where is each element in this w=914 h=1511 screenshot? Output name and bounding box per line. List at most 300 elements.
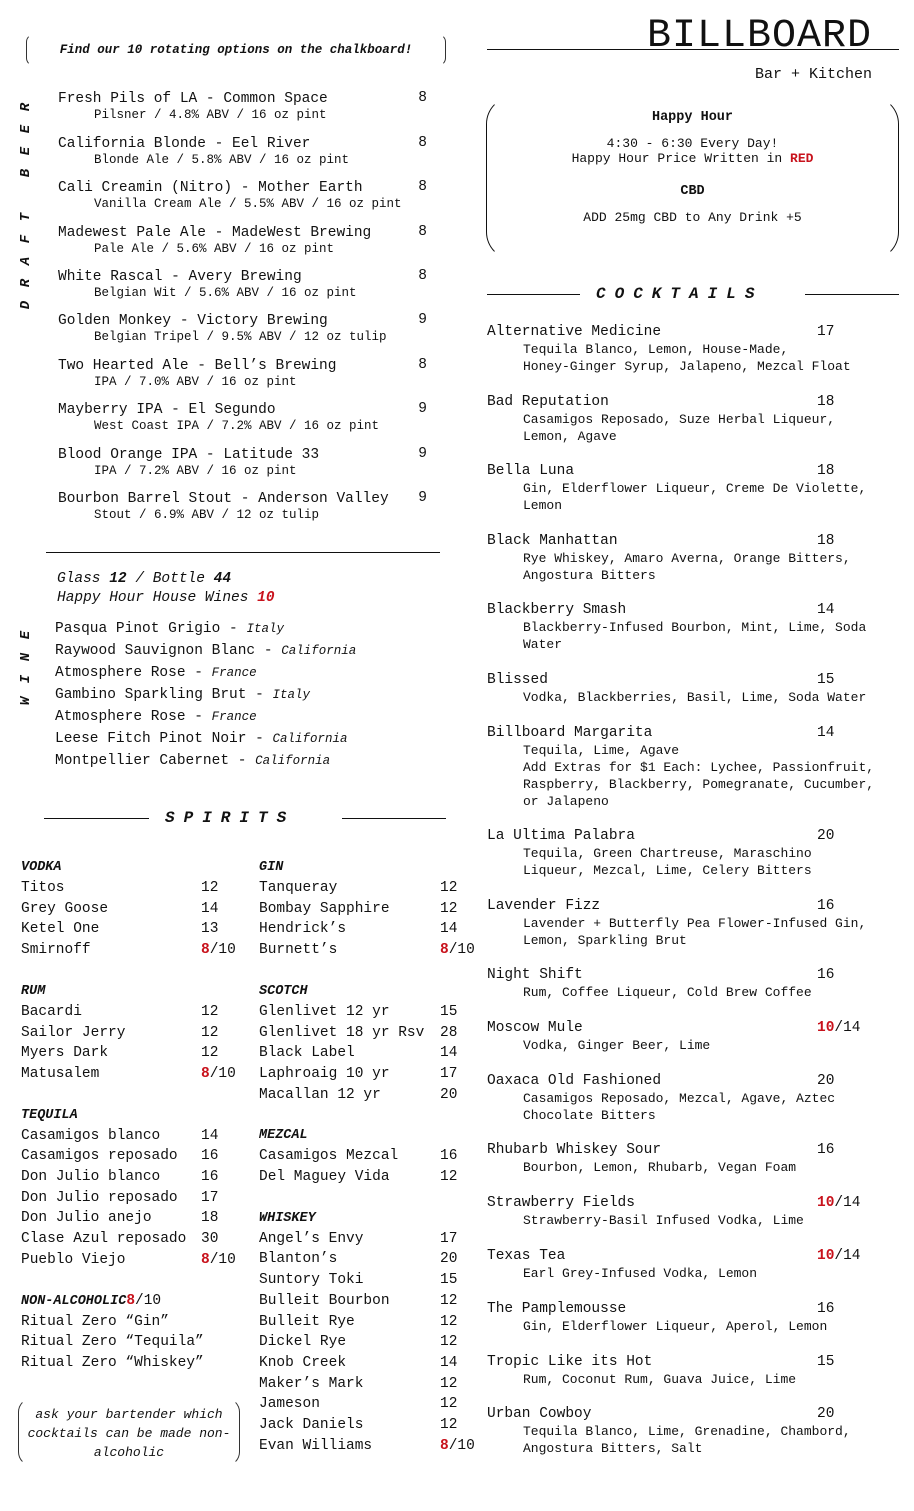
spirit-price (440, 1023, 457, 1044)
regular-price: 14 (201, 1127, 219, 1144)
cocktail-name (487, 828, 905, 845)
spirit-name: Titos (21, 880, 65, 896)
regular-price: 18 (817, 463, 835, 479)
spirit-name: Don Julio reposado (21, 1189, 178, 1206)
cocktail-description: Blackberry-Infused Bourbon, Mint, Lime, Soda (523, 620, 867, 635)
cocktail-description: Add Extras for $1 Each: Lychee, Passionfruit, (523, 760, 875, 775)
spirit-item (259, 1291, 489, 1312)
happy-hour-time: 4:30 - 6:30 Every Day! (606, 136, 779, 151)
spirit-item (21, 1250, 251, 1271)
regular-price: 12 (201, 1003, 219, 1020)
spirit-category-title: GIN (259, 860, 284, 875)
spirit-item (259, 1085, 489, 1106)
red-keyword: RED (790, 151, 814, 166)
spirit-name: Macallan 12 yr (259, 1086, 381, 1103)
cocktail-description: Bourbon, Lemon, Rhubarb, Vegan Foam (523, 1160, 797, 1175)
cocktail-name (487, 1073, 905, 1090)
cocktail-description: Raspberry, Blackberry, Pomegranate, Cucumber, (523, 777, 875, 792)
beer-price: 9 (418, 490, 427, 506)
spirit-price (440, 1332, 457, 1353)
spirit-item (21, 1002, 251, 1023)
beer-description: Pale Ale / 5.6% ABV / 16 oz pint (94, 242, 335, 256)
regular-price: 16 (817, 898, 835, 914)
wine-origin: Italy (246, 622, 284, 636)
label-letter: I (18, 674, 35, 684)
cocktail-name (487, 672, 905, 689)
cocktail-item (487, 1142, 905, 1176)
label-space (15, 191, 37, 199)
spirit-price (440, 1229, 457, 1250)
happy-hour-box (486, 96, 899, 260)
wine-origin: Italy (272, 688, 311, 702)
spirit-price (201, 1064, 236, 1085)
wine-origin: France (211, 710, 257, 724)
spirit-name: Laphroaig 10 yr (259, 1065, 390, 1082)
regular-price: /10 (209, 942, 236, 959)
spirit-price (201, 1229, 218, 1250)
spirit-name: Ritual Zero “Whiskey” (21, 1354, 204, 1371)
happy-hour-price: 8 (201, 1251, 210, 1268)
cocktail-item (487, 602, 905, 653)
regular-price: 14 (817, 725, 835, 741)
happy-hour-price: 8 (201, 1065, 210, 1082)
spirit-price (440, 1146, 457, 1167)
spirit-price (201, 1023, 218, 1044)
cocktail-item (487, 463, 905, 514)
cocktail-price (817, 828, 834, 845)
regular-price: 17 (817, 324, 835, 340)
wine-origin: California (281, 644, 357, 658)
regular-price: 16 (201, 1148, 219, 1165)
cocktail-item (487, 1248, 905, 1282)
spirit-category (21, 857, 251, 878)
beer-description: Belgian Tripel / 9.5% ABV / 12 oz tulip (94, 330, 387, 344)
cocktail-name (487, 1354, 905, 1371)
spirit-name: Clase Azul reposado (21, 1231, 187, 1248)
beer-item (58, 179, 438, 212)
spirit-name: Don Julio blanco (21, 1169, 161, 1186)
regular-price: 15 (817, 672, 835, 688)
cocktail-price (817, 602, 834, 619)
spirit-name: Ketel One (21, 921, 100, 938)
cocktail-description: Lemon (523, 498, 563, 513)
happy-hour-price: 10 (817, 1020, 835, 1036)
spirit-category-title: TEQUILA (21, 1107, 78, 1123)
spirit-category (21, 981, 251, 1002)
cocktail-title: Urban Cowboy (487, 1406, 592, 1422)
spirit-name: Black Label (259, 1045, 355, 1062)
spirit-item (259, 1332, 489, 1353)
cocktails-rule-right (805, 294, 899, 295)
category-price (126, 1293, 161, 1309)
cocktail-description: Water (523, 637, 563, 652)
regular-price: 20 (817, 1406, 835, 1422)
cocktail-price (817, 1073, 834, 1090)
spirit-price (201, 899, 218, 920)
cocktail-description: Tequila Blanco, Lime, Grenadine, Chambord, (523, 1424, 851, 1439)
cocktail-title: Strawberry Fields (487, 1195, 635, 1211)
spirit-price (440, 878, 457, 899)
regular-price: 12 (440, 1313, 458, 1330)
regular-price: /10 (448, 1437, 475, 1454)
wine-name: Atmosphere Rose - (55, 709, 212, 725)
cocktail-description: Lavender + Butterfly Pea Flower-Infused Gin, (523, 916, 867, 931)
spirit-item (259, 1394, 489, 1415)
spirit-item (21, 1043, 251, 1064)
cbd-title: CBD (680, 184, 705, 199)
spirit-name: Evan Williams (259, 1437, 373, 1454)
regular-price: 18 (201, 1210, 219, 1227)
cocktail-title: Night Shift (487, 967, 583, 983)
cocktail-item (487, 1195, 905, 1229)
regular-price: 12 (440, 1292, 458, 1309)
wine-name: Atmosphere Rose - (55, 665, 212, 681)
cocktail-price (817, 324, 834, 341)
beer-description: Vanilla Cream Ale / 5.5% ABV / 16 oz pint (94, 197, 402, 211)
cocktail-name (487, 324, 905, 341)
spirit-item (21, 1332, 251, 1353)
label-letter: B (18, 168, 35, 178)
label-letter: R (18, 102, 35, 112)
spirit-item (21, 1167, 251, 1188)
cocktail-title: Billboard Margarita (487, 725, 653, 741)
cocktail-item (487, 1301, 905, 1335)
spirit-price (201, 1002, 218, 1023)
regular-price: 20 (817, 828, 835, 844)
spirit-item (259, 1249, 489, 1270)
regular-price: 12 (201, 880, 219, 896)
spirit-item (259, 1436, 489, 1457)
cocktail-description: Gin, Elderflower Liqueur, Creme De Violette, (523, 481, 867, 496)
beer-name: Mayberry IPA - El Segundo (58, 402, 276, 418)
spirit-price (440, 1249, 457, 1270)
cocktail-title: La Ultima Palabra (487, 828, 635, 844)
regular-price: 14 (440, 921, 458, 938)
cocktail-price (817, 725, 834, 742)
cocktail-description: Liqueur, Mezcal, Lime, Celery Bitters (523, 863, 812, 878)
spirit-price (440, 1374, 457, 1395)
spirit-name: Hendrick’s (259, 921, 347, 938)
spirit-name: Dickel Rye (259, 1334, 347, 1351)
cocktail-item (487, 725, 905, 810)
spirit-name: Casamigos blanco (21, 1127, 161, 1144)
cocktail-item (487, 1354, 905, 1388)
regular-price: 12 (440, 1417, 458, 1434)
cocktail-title: Oaxaca Old Fashioned (487, 1073, 662, 1089)
cocktail-name (487, 1142, 905, 1159)
cocktail-price (817, 1301, 834, 1318)
beer-name: Golden Monkey - Victory Brewing (58, 313, 328, 329)
regular-price: 12 (440, 1396, 458, 1413)
spirit-item (259, 940, 489, 961)
cocktail-description: Tequila Blanco, Lemon, House-Made, (523, 342, 789, 357)
regular-price: 12 (440, 900, 458, 917)
spirit-name: Tanqueray (259, 880, 338, 896)
cocktail-description: Chocolate Bitters (523, 1108, 656, 1123)
wine-name: Montpellier Cabernet - (55, 753, 256, 769)
cocktail-description: Lemon, Agave (523, 429, 617, 444)
regular-price: 14 (440, 1354, 458, 1371)
cocktail-title: Alternative Medicine (487, 324, 662, 340)
spirit-price (440, 919, 457, 940)
regular-price: 15 (440, 1272, 458, 1289)
spirit-price (440, 1002, 457, 1023)
cocktail-price (817, 394, 834, 411)
label-letter: R (18, 278, 35, 288)
cocktail-description: Tequila, Green Chartreuse, Maraschino (523, 846, 812, 861)
spirit-item (259, 1167, 489, 1188)
spirit-item (21, 1188, 251, 1209)
beer-item (58, 90, 438, 123)
happy-hour-price: 10 (817, 1195, 835, 1211)
happy-hour-price: 8 (126, 1292, 136, 1309)
spirit-name: Burnett’s (259, 942, 338, 959)
spirit-name: Pueblo Viejo (21, 1251, 126, 1268)
regular-price: 16 (201, 1169, 219, 1186)
spirits-heading: SPIRITS (165, 809, 296, 827)
spirit-item (21, 1353, 251, 1374)
beer-price: 9 (418, 312, 427, 328)
spirit-name: Glenlivet 12 yr (259, 1003, 390, 1020)
cocktail-description: Rum, Coconut Rum, Guava Juice, Lime (523, 1372, 797, 1387)
cocktail-name (487, 1020, 905, 1037)
regular-price: /14 (834, 1248, 861, 1264)
cocktail-item (487, 1073, 905, 1124)
wine-item (55, 706, 356, 728)
label-letter: D (18, 300, 35, 310)
beer-description: Stout / 6.9% ABV / 12 oz tulip (94, 508, 320, 522)
beer-name: Bourbon Barrel Stout - Anderson Valley (58, 491, 389, 507)
spirit-item (21, 1023, 251, 1044)
regular-price: 17 (440, 1230, 458, 1247)
spirit-name: Ritual Zero “Gin” (21, 1313, 169, 1330)
regular-price: 16 (817, 1142, 835, 1158)
wine-list (55, 618, 356, 772)
regular-price: 16 (817, 967, 835, 983)
beer-price: 9 (418, 401, 427, 417)
label-letter: T (18, 212, 35, 222)
beer-price: 8 (418, 179, 427, 195)
spirit-item (21, 919, 251, 940)
spirit-item (259, 1374, 489, 1395)
chalkboard-note: Find our 10 rotating options on the chalkboard! (26, 34, 446, 66)
beer-item (58, 135, 438, 168)
wine-origin: California (272, 732, 348, 746)
cocktail-item (487, 324, 905, 375)
spirit-item (259, 1002, 489, 1023)
spirit-price (440, 1415, 457, 1436)
spirits-rule-right (342, 818, 446, 819)
spirit-item (259, 1270, 489, 1291)
spirit-price (440, 1312, 457, 1333)
spirit-price (440, 1436, 475, 1457)
spirit-name: Blanton’s (259, 1251, 338, 1268)
regular-price: 30 (201, 1231, 219, 1248)
beer-name: Cali Creamin (Nitro) - Mother Earth (58, 180, 363, 196)
spirit-category (259, 857, 489, 878)
beer-description: Belgian Wit / 5.6% ABV / 16 oz pint (94, 286, 357, 300)
spirit-name: Del Maguey Vida (259, 1169, 390, 1186)
beer-name: Madewest Pale Ale - MadeWest Brewing (58, 225, 372, 241)
beer-wine-divider (46, 552, 440, 553)
cocktail-description: Honey-Ginger Syrup, Jalapeno, Mezcal Float (523, 359, 851, 374)
cocktail-description: Casamigos Reposado, Suze Herbal Liqueur, (523, 412, 836, 427)
spirit-name: Grey Goose (21, 900, 109, 917)
regular-price: 28 (440, 1024, 458, 1041)
cocktail-title: Bad Reputation (487, 394, 609, 410)
regular-price: 17 (440, 1065, 458, 1082)
happy-hour-price: 8 (440, 1437, 449, 1454)
spirit-price (201, 1167, 218, 1188)
spirit-name: Smirnoff (21, 942, 91, 959)
cocktail-description: Strawberry-Basil Infused Vodka, Lime (523, 1213, 804, 1228)
cocktail-item (487, 672, 905, 706)
spirit-name: Myers Dark (21, 1045, 109, 1062)
cocktail-name (487, 1248, 905, 1265)
wine-item (55, 750, 356, 772)
spirit-item (259, 1229, 489, 1250)
spirit-category-title: SCOTCH (259, 983, 308, 999)
spirit-name: Ritual Zero “Tequila” (21, 1334, 204, 1351)
spirit-item (259, 878, 489, 899)
beer-name: White Rascal - Avery Brewing (58, 269, 302, 285)
spirit-price (201, 919, 218, 940)
cocktail-item (487, 967, 905, 1001)
spirit-item (259, 1146, 489, 1167)
spirit-price (201, 878, 218, 899)
spirit-category (21, 1105, 251, 1126)
cocktail-price (817, 1248, 861, 1265)
cocktail-title: Blissed (487, 672, 548, 688)
beer-description: IPA / 7.0% ABV / 16 oz pint (94, 375, 297, 389)
spirit-name: Maker’s Mark (259, 1375, 364, 1392)
beer-item (58, 490, 438, 523)
cocktail-name (487, 394, 905, 411)
spirit-item (259, 899, 489, 920)
regular-price: 20 (440, 1251, 458, 1268)
draft-beer-section-label (18, 96, 35, 316)
cocktail-description: Lemon, Sparkling Brut (523, 933, 687, 948)
spirit-name: Don Julio anejo (21, 1210, 152, 1227)
spirit-price (201, 1208, 218, 1229)
wine-origin: California (255, 754, 331, 768)
wine-pricing: Glass 12 / Bottle 44 Happy Hour House Wines 10 (57, 571, 275, 606)
cocktail-price (817, 1406, 834, 1423)
regular-price: 18 (817, 533, 835, 549)
spirit-category (259, 981, 489, 1002)
wine-item (55, 662, 356, 684)
regular-price: 16 (440, 1148, 458, 1165)
cocktail-title: Lavender Fizz (487, 898, 601, 914)
beer-description: Pilsner / 4.8% ABV / 16 oz pint (94, 108, 327, 122)
spirit-category-title: VODKA (21, 860, 62, 875)
wine-name: Leese Fitch Pinot Noir - (55, 731, 273, 747)
spirit-name: Matusalem (21, 1065, 100, 1082)
spirit-price (440, 1167, 457, 1188)
cocktails-heading: COCKTAILS (596, 285, 764, 303)
cocktail-description: Rye Whiskey, Amaro Averna, Orange Bitters, (523, 551, 851, 566)
spirit-price (201, 940, 236, 961)
cocktail-title: Moscow Mule (487, 1020, 583, 1036)
cocktail-description: or Jalapeno (523, 794, 609, 809)
spirit-item (259, 919, 489, 940)
spirit-price (201, 1146, 218, 1167)
regular-price: /14 (834, 1195, 861, 1211)
spirit-name: Bacardi (21, 1003, 82, 1020)
cocktail-title: The Pamplemousse (487, 1301, 627, 1317)
happy-hour-title: Happy Hour (651, 110, 733, 125)
beer-price: 8 (418, 90, 427, 106)
non-alcoholic-note: ask your bartender which cocktails can be made non-alcoholic (18, 1398, 240, 1466)
cocktail-name (487, 602, 905, 619)
spirit-price (440, 899, 457, 920)
label-letter: E (18, 630, 35, 640)
cocktail-title: Rhubarb Whiskey Sour (487, 1142, 662, 1158)
cocktail-item (487, 1020, 905, 1054)
cocktail-name (487, 1406, 905, 1423)
wine-item (55, 684, 356, 706)
regular-price: 12 (201, 1024, 219, 1041)
spirit-item (21, 1208, 251, 1229)
cocktail-item (487, 828, 905, 879)
spirit-category (259, 1125, 489, 1146)
regular-price: 15 (817, 1354, 835, 1370)
spirit-price (440, 1291, 457, 1312)
cocktail-item (487, 1406, 905, 1457)
cocktail-name (487, 967, 905, 984)
spirit-price (440, 1085, 457, 1106)
cocktail-name (487, 1195, 905, 1212)
spirit-item (21, 1229, 251, 1250)
regular-price: 20 (440, 1086, 458, 1103)
label-letter: W (18, 696, 35, 706)
spirit-name: Suntory Toki (259, 1272, 364, 1289)
wine-name: Raywood Sauvignon Blanc - (55, 643, 282, 659)
cocktail-name (487, 463, 905, 480)
regular-price: 14 (817, 602, 835, 618)
spirit-item (259, 1043, 489, 1064)
label-letter: N (18, 652, 35, 662)
spirit-price (201, 1250, 236, 1271)
cocktail-description: Vodka, Blackberries, Basil, Lime, Soda Water (523, 690, 867, 705)
spirit-item (259, 1415, 489, 1436)
cocktail-price (817, 672, 834, 689)
spirit-price (201, 1043, 218, 1064)
beer-item (58, 312, 438, 345)
cocktail-description: Casamigos Reposado, Mezcal, Agave, Aztec (523, 1091, 836, 1106)
beer-item (58, 224, 438, 257)
title-rule (487, 49, 899, 50)
cocktail-price (817, 1195, 861, 1212)
spirit-name: Angel’s Envy (259, 1230, 364, 1247)
spirit-price (440, 1270, 457, 1291)
spirit-name: Jameson (259, 1396, 320, 1413)
cocktail-name (487, 725, 905, 742)
regular-price: 12 (440, 1375, 458, 1392)
beer-price: 8 (418, 268, 427, 284)
spirit-price (201, 1188, 218, 1209)
cocktail-item (487, 533, 905, 584)
beer-price: 8 (418, 357, 427, 373)
wine-item (55, 728, 356, 750)
wine-origin: France (211, 666, 257, 680)
beer-description: West Coast IPA / 7.2% ABV / 16 oz pint (94, 419, 380, 433)
cocktail-name (487, 1301, 905, 1318)
cbd-text: ADD 25mg CBD to Any Drink +5 (583, 210, 802, 225)
happy-hour-price: 10 (817, 1248, 835, 1264)
regular-price: 16 (817, 1301, 835, 1317)
regular-price: 14 (440, 1045, 458, 1062)
